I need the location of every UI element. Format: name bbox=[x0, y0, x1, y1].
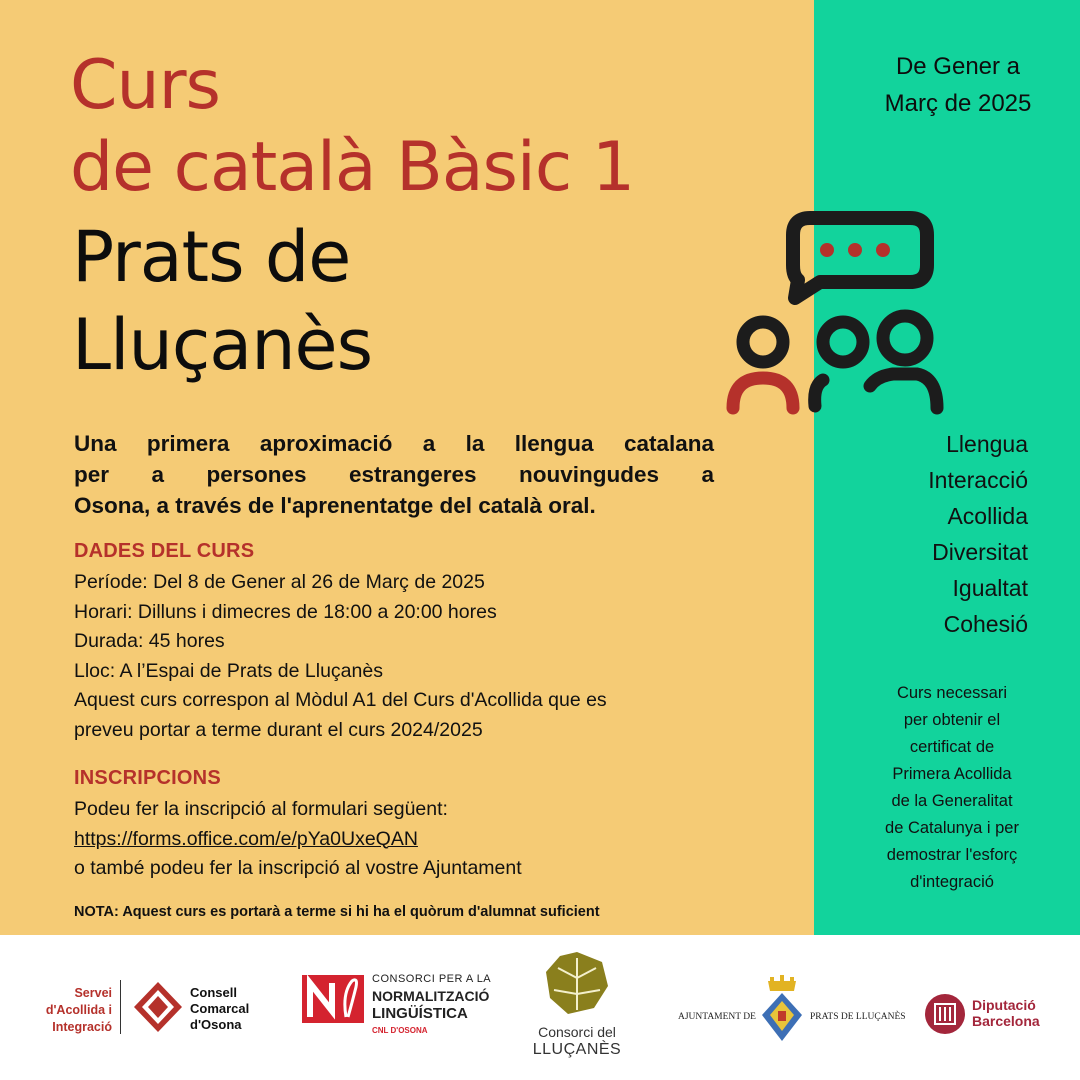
diputacio-line: Diputació bbox=[972, 997, 1036, 1013]
diputacio-line: Barcelona bbox=[972, 1013, 1040, 1029]
dades-line: Horari: Dilluns i dimecres de 18:00 a 20:00 hores bbox=[74, 600, 497, 623]
ajuntament-label: AJUNTAMENT DE bbox=[678, 1012, 756, 1022]
servei-line: d'Acollida i bbox=[45, 1003, 112, 1017]
prats-coat-of-arms-icon bbox=[760, 975, 804, 1045]
certificate-note-line: certificat de bbox=[909, 738, 995, 756]
title-line-4: Lluçanès bbox=[72, 304, 373, 386]
cnl-line: CNL D'OSONA bbox=[372, 1026, 428, 1035]
certificate-note-line: de la Generalitat bbox=[891, 792, 1013, 810]
dates-block bbox=[840, 48, 1076, 122]
certificate-note-line: d'integració bbox=[910, 873, 994, 891]
certificate-note-line: de Catalunya i per bbox=[885, 819, 1019, 837]
certificate-note-line: Curs necessari bbox=[896, 684, 1008, 702]
inscripcions-line: Podeu fer la inscripció al formulari següent: bbox=[74, 798, 448, 820]
diputacio-emblem-icon bbox=[924, 993, 966, 1035]
cnl-logo-icon bbox=[302, 973, 366, 1025]
intro-line: Osona, a través de l'aprenentatge del català oral. bbox=[74, 493, 596, 518]
inscripcions-heading: INSCRIPCIONS bbox=[74, 767, 221, 789]
consell-osona-emblem-icon bbox=[132, 980, 184, 1034]
dades-line: Període: Del 8 de Gener al 26 de Març de 2025 bbox=[74, 571, 485, 593]
dades-line: Durada: 45 hores bbox=[74, 630, 225, 652]
diputacio-logo-text bbox=[972, 997, 1040, 1029]
keyword: Interacció bbox=[928, 467, 1028, 493]
llucanes-line: Consorci del bbox=[538, 1024, 616, 1040]
inscripcions-line: o també podeu fer la inscripció al vostre Ajuntament bbox=[74, 857, 522, 879]
dades-heading: DADES DEL CURS bbox=[74, 540, 255, 562]
servei-line: Servei bbox=[74, 986, 112, 1000]
cnl-line: CONSORCI PER A LA bbox=[372, 973, 492, 985]
title-line-3: Prats de bbox=[72, 216, 351, 298]
form-link[interactable]: https://forms.office.com/e/pYa0UxeQAN bbox=[74, 827, 418, 850]
consell-line: Consell bbox=[190, 985, 237, 1000]
dades-line: Lloc: A l’Espai de Prats de Lluçanès bbox=[74, 659, 383, 682]
certificate-note-line: per obtenir el bbox=[903, 711, 1001, 729]
intro-line: per a persones estrangeres nouvingudes a bbox=[74, 462, 714, 487]
llucanes-leaf-icon bbox=[544, 950, 610, 1016]
servei-acollida-logo-text bbox=[40, 985, 112, 1036]
keywords-list bbox=[928, 426, 1028, 642]
certificate-note-line: Primera Acollida bbox=[892, 765, 1012, 783]
dades-line: Aquest curs correspon al Mòdul A1 del Curs d'Acollida que es bbox=[74, 689, 607, 711]
consell-comarcal-logo-text bbox=[190, 985, 249, 1033]
keyword: Igualtat bbox=[952, 575, 1028, 601]
intro-paragraph bbox=[74, 428, 714, 521]
intro-line: Una primera aproximació a la llengua catalana bbox=[74, 431, 714, 456]
servei-line: Integració bbox=[52, 1020, 112, 1034]
community-chat-icon bbox=[715, 200, 955, 425]
dades-line: preveu portar a terme durant el curs 2024/2025 bbox=[74, 718, 483, 741]
dates-line: De Gener a bbox=[895, 53, 1021, 80]
ajuntament-name: PRATS DE LLUÇANÈS bbox=[810, 1012, 906, 1022]
cnl-logo-text bbox=[372, 971, 491, 1039]
nota-text: NOTA: Aquest curs es portarà a terme si hi ha el quòrum d'alumnat suficient bbox=[74, 904, 600, 920]
title-line-2: de català Bàsic 1 bbox=[70, 128, 635, 207]
keyword: Llengua bbox=[946, 431, 1028, 457]
consell-line: Comarcal bbox=[190, 1001, 250, 1016]
llucanes-logo-text bbox=[520, 1023, 634, 1059]
consell-line: d'Osona bbox=[190, 1017, 242, 1032]
dades-list bbox=[74, 568, 607, 745]
inscripcions-block bbox=[74, 795, 522, 884]
llucanes-line: LLUÇANÈS bbox=[532, 1041, 622, 1058]
certificate-note-line: demostrar l'esforç bbox=[886, 846, 1018, 864]
footer-logos bbox=[0, 935, 1080, 1080]
title-line-1: Curs bbox=[70, 46, 220, 125]
cnl-line: NORMALITZACIÓ bbox=[372, 988, 490, 1004]
keyword: Acollida bbox=[947, 503, 1028, 529]
dates-line: Març de 2025 bbox=[884, 90, 1032, 117]
logo-divider bbox=[120, 980, 121, 1034]
cnl-line: LINGÜÍSTICA bbox=[372, 1005, 468, 1022]
keyword: Diversitat bbox=[932, 539, 1028, 565]
keyword: Cohesió bbox=[943, 611, 1028, 637]
certificate-note bbox=[836, 680, 1068, 896]
